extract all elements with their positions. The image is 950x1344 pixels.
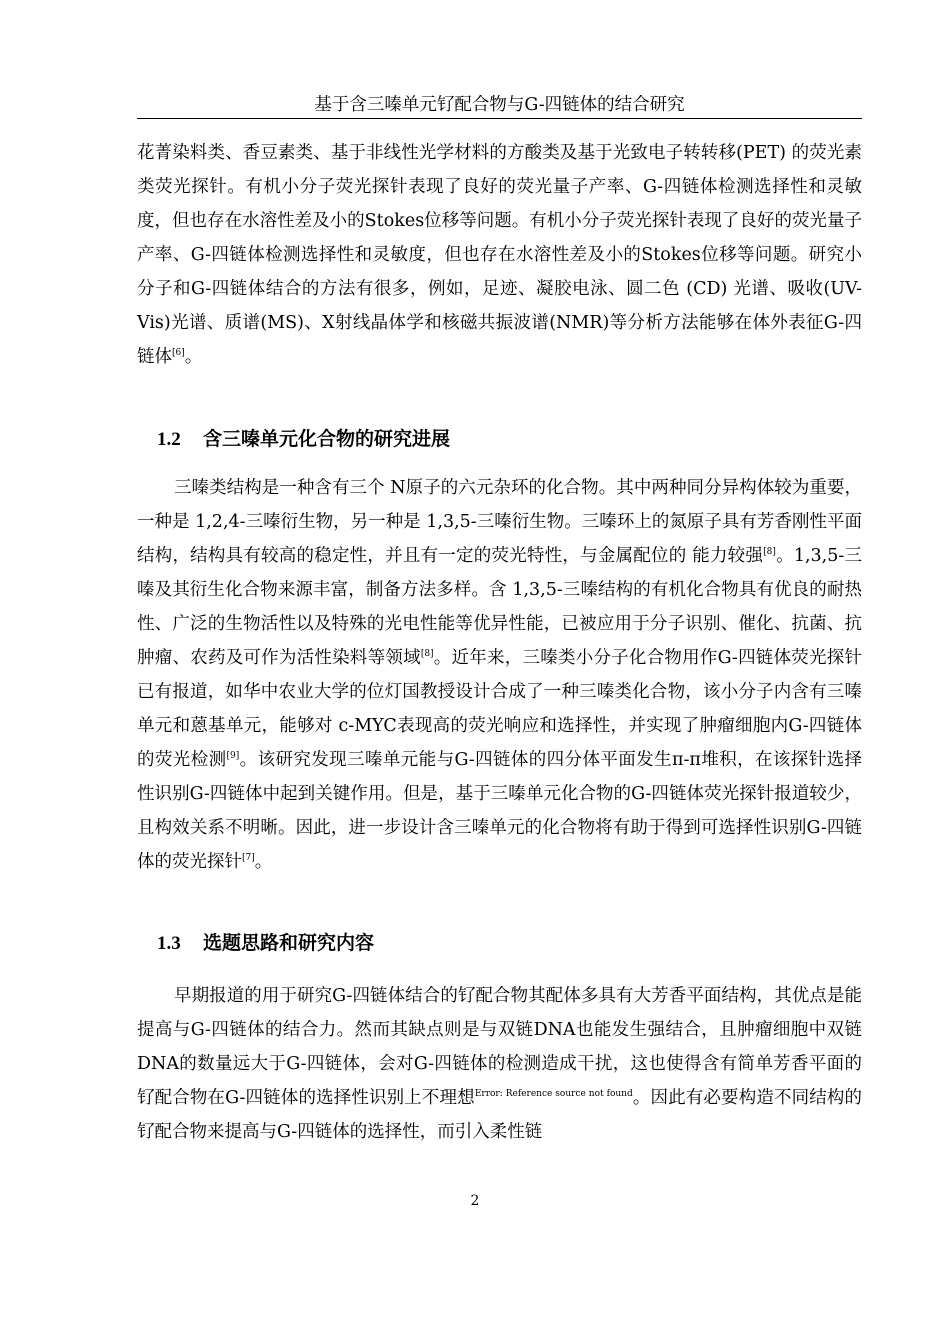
paragraph-intro-text: 花菁染料类、香豆素类、基于非线性光学材料的方酸类及基于光致电子转转移(PET) 的荧光素类荧光探针。有机小分子荧光探针表现了良好的荧光量子产率、G-四链体检测选择性和灵敏度，但也存在水溶性差及小的Stokes位移等问题。有机小分子荧光探针表现了良好的荧光量子产率、G-四链体检测选择性和灵敏度，但也存在水溶性差及小的Stokes位移等问题。研究小分子和G-四链体结合的方法有很多，例如，足迹、凝胶电泳、圆二色 (CD) 光谱、吸收(UV-Vis)光谱、质谱(MS)、X射线晶体学和核磁共振波谱(NMR)等分析方法能够在体外表征G-四链体 (137, 143, 862, 367)
paragraph-triazine (137, 471, 862, 879)
citation: [7] (242, 853, 255, 863)
paragraph-triazine-text-4: 。该研究发现三嗪单元能与G-四链体的四分体平面发生π-π堆积，在该探针选择性识别G-四链体中起到关键作用。但是，基于三嗪单元化合物的G-四链体荧光探针报道较少，且构效关系不明晰。因此，进一步设计含三嗪单元的化合物将有助于得到可选择性识别G-四链体的荧光探针 (137, 750, 863, 872)
paragraph-intro-tail: 。 (184, 347, 203, 367)
paragraph-triazine-text-1: 三嗪类结构是一种含有三个 N原子的六元杂环的化合物。其中两种同分异构体较为重要，一种是 1,2,4-三嗪衍生物，另一种是 1,3,5-三嗪衍生物。三嗪环上的氮原子具有芳香刚性平面结构，结构具有较高的稳定性，并且有一定的荧光特性，与金属配位的 能力较强 (137, 478, 862, 566)
paragraph-topic-text-1: 早期报道的用于研究G-四链体结合的钌配合物其配体多具有大芳香平面结构，其优点是能提高与G-四链体的结合力。然而其缺点则是与双链DNA也能发生强结合，且肿瘤细胞中双链DNA的数量远大于G-四链体，会对G-四链体的检测造成干扰，这也使得含有简单芳香平面的钌配合物在G-四链体的选择性识别上不理想 (137, 986, 862, 1108)
section-heading-1-2 (157, 424, 450, 455)
paragraph-topic-text-2: 。因此有必要构造不同结构的钌配合物来提高与G-四链体的选择性，而引入柔性链 (137, 1088, 863, 1142)
section-title: 含三嗪单元化合物的研究进展 (203, 428, 451, 450)
paragraph-topic (137, 979, 862, 1149)
citation: [8] (763, 547, 776, 557)
section-heading-1-3 (157, 928, 374, 959)
page-number: 2 (470, 1193, 480, 1209)
section-number: 1.2 (157, 429, 181, 450)
running-header: 基于含三嗪单元钌配合物与G-四链体的结合研究 (314, 95, 685, 115)
section-title: 选题思路和研究内容 (203, 932, 375, 954)
header-rule (137, 118, 862, 119)
citation: [8] (420, 649, 434, 659)
paragraph-triazine-text-2: 。1,3,5-三嗪及其衍生化合物来源丰富，制备方法多样。含 1,3,5-三嗪结构的有机化合物具有优良的耐热性、广泛的生物活性以及特殊的光电性能等优异性能，已被应用于分子识别、催化、抗菌、抗肿瘤、农药及可作为活性染料等领域 (137, 546, 862, 668)
citation: [9] (226, 751, 240, 761)
section-number: 1.3 (157, 933, 181, 954)
paragraph-triazine-text-3: 。近年来，三嗪类小分子化合物用作G-四链体荧光探针已有报道，如华中农业大学的位灯国教授设计合成了一种三嗪类化合物，该小分子内含有三嗪单元和蒽基单元，能够对 c-MYC表现高的荧光响应和选择性，并实现了肿瘤细胞内G-四链体的荧光检测 (137, 648, 862, 770)
paragraph-triazine-text-5: 。 (254, 852, 273, 872)
reference-error-note: Error: Reference source not found (474, 1089, 633, 1099)
paragraph-intro (137, 136, 862, 374)
citation: [6] (172, 348, 185, 358)
